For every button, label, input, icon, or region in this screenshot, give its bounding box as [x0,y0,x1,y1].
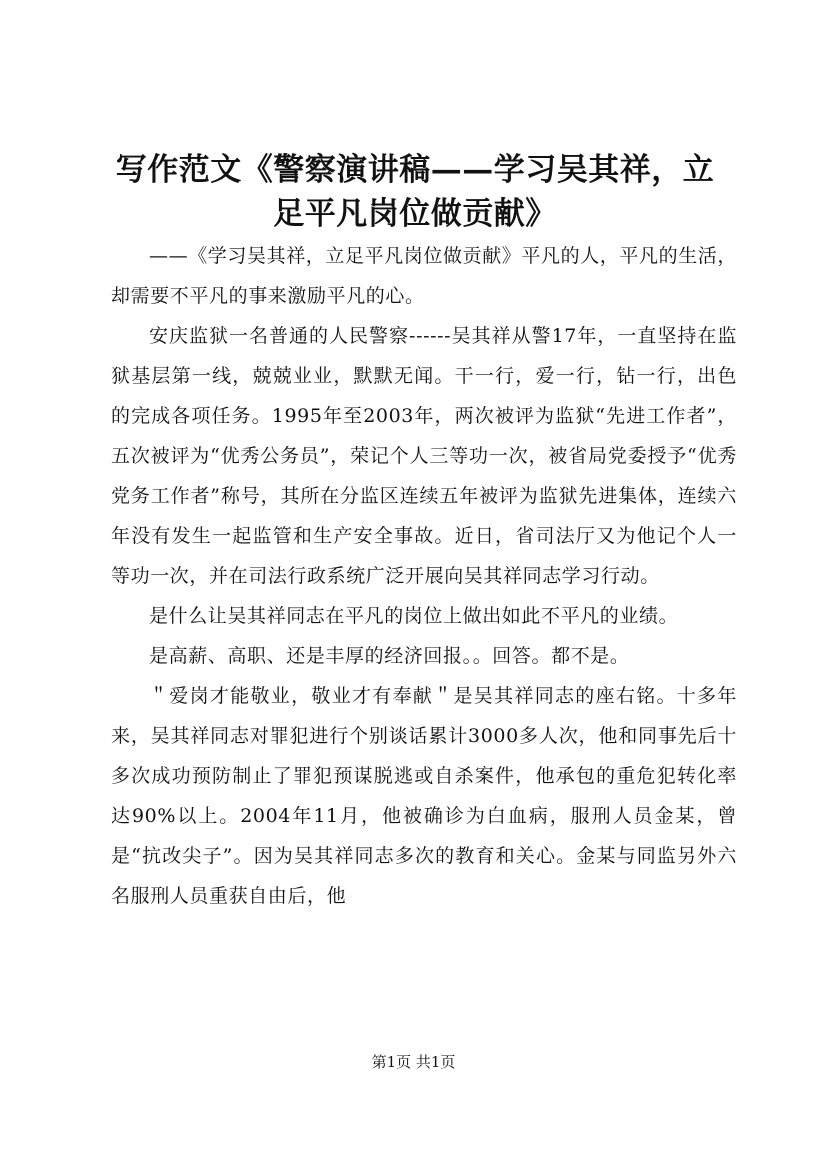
paragraph: ＂爱岗才能敬业，敬业才有奉献＂是吴其祥同志的座右铭。十多年来，吴其祥同志对罪犯进行个别谈话累计3000多人次，他和同事先后十多次成功预防制止了罪犯预谋脱逃或自杀案件，他承包的重危犯转化率达90%以上。2004年11月，他被确诊为白血病，服刑人员金某，曾是“抗改尖子”。因为吴其祥同志多次的教育和关心。金某与同监另外六名服刑人员重获自由后，他 [111,685,737,907]
paragraph: 是高薪、高职、还是丰厚的经济回报。。回答。都不是。 [149,645,630,667]
paragraph: ——《学习吴其祥，立足平凡岗位做贡献》平凡的人，平凡的生活，却需要不平凡的事来激励平凡的心。 [111,245,738,307]
paragraph: 安庆监狱一名普通的人民警察------吴其祥从警17年，一直坚持在监狱基层第一线，兢兢业业，默默无闻。干一行，爱一行，钻一行，出色的完成各项任务。1995年至2003年，两次被评为监狱“先进工作者”，五次被评为“优秀公务员”，荣记个人三等功一次，被省局党委授予“优秀党务工作者”称号，其所在分监区连续五年被评为监狱先进集体，连续六年没有发生一起监管和生产安全事故。近日，省司法厅又为他记个人一等功一次，并在司法行政系统广泛开展向吴其祥同志学习行动。 [111,325,737,587]
document-title: 写作范文《警察演讲稿——学习吴其祥，立足平凡岗位做贡献》 [115,152,715,232]
document-body [111,236,737,916]
page-number-footer: 第1页 共1页 [371,1053,456,1071]
paragraph: 是什么让吴其祥同志在平凡的岗位上做出如此不平凡的业绩。 [149,605,679,627]
